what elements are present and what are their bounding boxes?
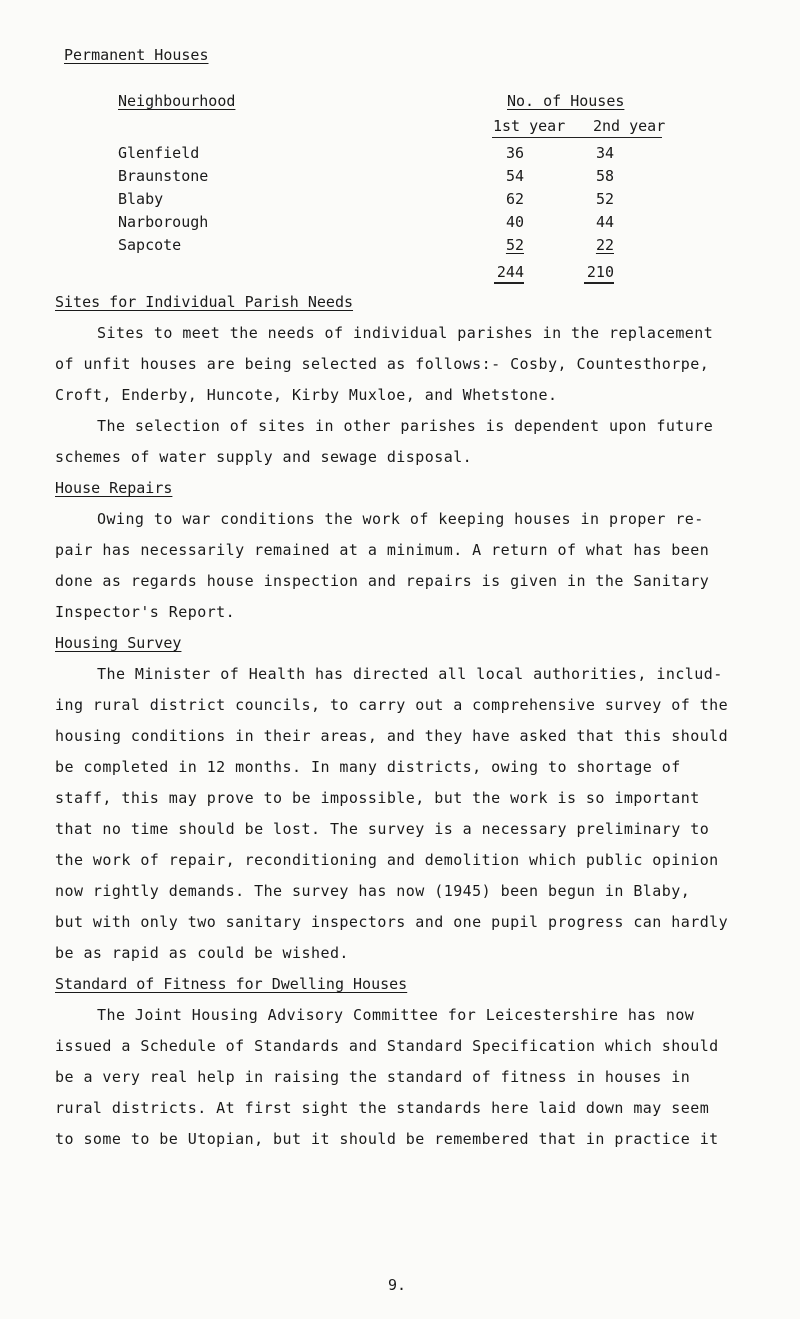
page-number: 9. xyxy=(388,1276,407,1294)
table-row xyxy=(118,236,678,258)
text-line: issued a Schedule of Standards and Standard Specification which should xyxy=(55,1037,719,1055)
text-line: staff, this may prove to be impossible, but the work is so important xyxy=(55,789,700,807)
neighbourhood-header: Neighbourhood xyxy=(118,92,236,110)
section-heading: House Repairs xyxy=(55,479,173,497)
text-line: rural districts. At first sight the standards here laid down may seem xyxy=(55,1099,710,1117)
row-name: Narborough xyxy=(118,213,209,231)
row-year2: 44 xyxy=(595,213,614,231)
text-line: ing rural district councils, to carry out a comprehensive survey of the xyxy=(55,696,729,714)
table-row xyxy=(118,190,678,212)
total-year1: 244 xyxy=(494,263,524,284)
row-name: Glenfield xyxy=(118,144,200,162)
row-name: Sapcote xyxy=(118,236,182,254)
text-line: be as rapid as could be wished. xyxy=(55,944,349,962)
houses-header: No. of Houses xyxy=(507,92,625,110)
row-year2: 58 xyxy=(595,167,614,185)
text-line: Sites to meet the needs of individual parishes in the replacement xyxy=(97,324,714,342)
text-line: schemes of water supply and sewage disposal. xyxy=(55,448,473,466)
row-year2: 52 xyxy=(595,190,614,208)
text-line: Inspector's Report. xyxy=(55,603,236,621)
row-year2: 22 xyxy=(595,236,614,254)
totals-row xyxy=(118,263,678,285)
text-line: be completed in 12 months. In many districts, owing to shortage of xyxy=(55,758,681,776)
row-year1: 52 xyxy=(505,236,524,254)
year2-header: 2nd year xyxy=(593,117,666,135)
row-name: Blaby xyxy=(118,190,164,208)
row-year1: 54 xyxy=(505,167,524,185)
text-line: housing conditions in their areas, and they have asked that this should xyxy=(55,727,729,745)
page-title: Permanent Houses xyxy=(64,46,209,64)
text-line: The Minister of Health has directed all local authorities, includ- xyxy=(97,665,723,683)
text-line: pair has necessarily remained at a minimum. A return of what has been xyxy=(55,541,710,559)
table-row xyxy=(118,213,678,235)
section-heading: Housing Survey xyxy=(55,634,182,652)
table-row xyxy=(118,167,678,189)
text-line: now rightly demands. The survey has now (1945) been begun in Blaby, xyxy=(55,882,691,900)
row-year1: 36 xyxy=(505,144,524,162)
text-line: of unfit houses are being selected as follows:- Cosby, Countesthorpe, xyxy=(55,355,710,373)
text-line: but with only two sanitary inspectors and one pupil progress can hardly xyxy=(55,913,729,931)
text-line: done as regards house inspection and repairs is given in the Sanitary xyxy=(55,572,710,590)
text-line: that no time should be lost. The survey is a necessary preliminary to xyxy=(55,820,710,838)
table-row xyxy=(118,144,678,166)
text-line: The selection of sites in other parishes is dependent upon future xyxy=(97,417,714,435)
text-line: Owing to war conditions the work of keeping houses in proper re- xyxy=(97,510,704,528)
total-year2: 210 xyxy=(584,263,614,284)
section-heading: Standard of Fitness for Dwelling Houses xyxy=(55,975,408,993)
text-line: the work of repair, reconditioning and demolition which public opinion xyxy=(55,851,719,869)
row-year1: 62 xyxy=(505,190,524,208)
header-rule xyxy=(492,137,662,138)
text-line: Croft, Enderby, Huncote, Kirby Muxloe, and Whetstone. xyxy=(55,386,558,404)
text-line: to some to be Utopian, but it should be remembered that in practice it xyxy=(55,1130,719,1148)
row-year2: 34 xyxy=(595,144,614,162)
text-line: be a very real help in raising the standard of fitness in houses in xyxy=(55,1068,691,1086)
row-year1: 40 xyxy=(505,213,524,231)
row-name: Braunstone xyxy=(118,167,209,185)
year1-header: 1st year xyxy=(493,117,566,135)
section-heading: Sites for Individual Parish Needs xyxy=(55,293,354,311)
text-line: The Joint Housing Advisory Committee for Leicestershire has now xyxy=(97,1006,695,1024)
